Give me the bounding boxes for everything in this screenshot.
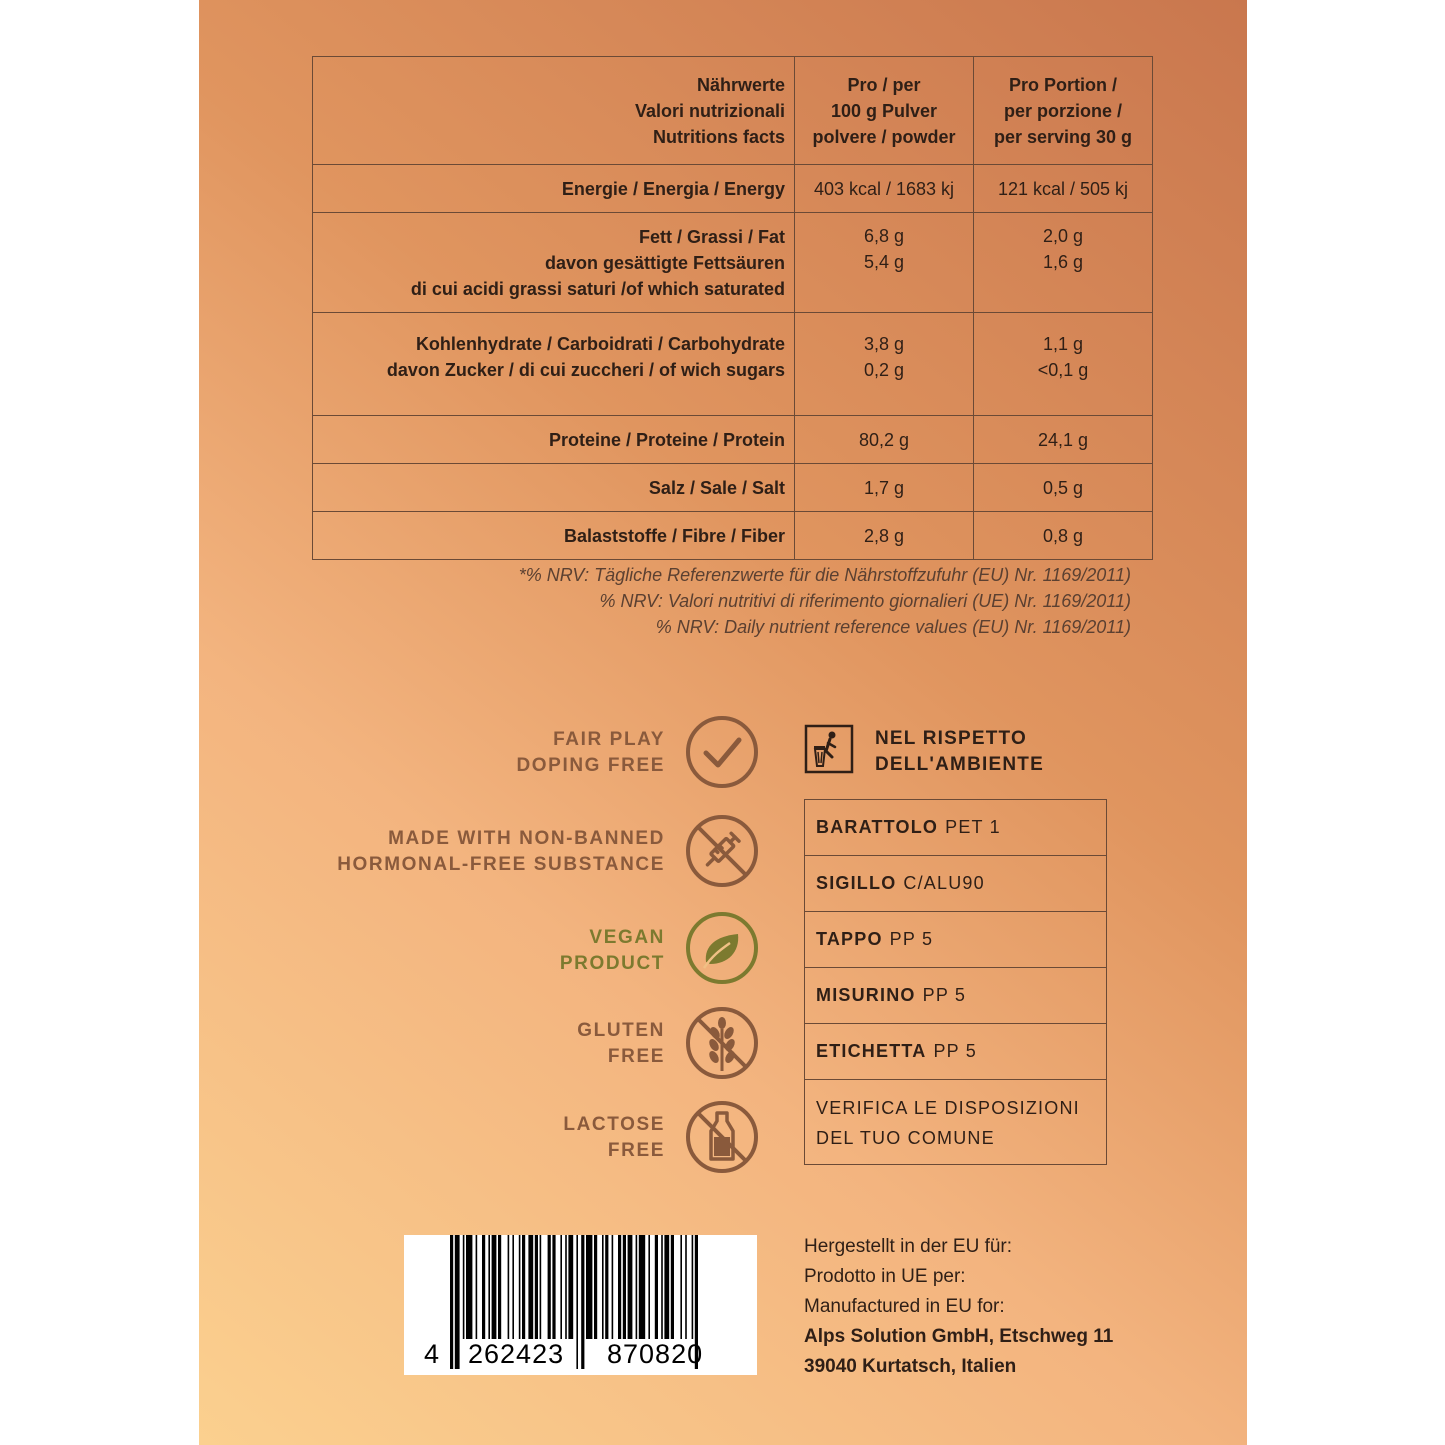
row-serving: 2,0 g 1,6 g: [974, 213, 1153, 313]
header-per100-cell: Pro / per 100 g Pulver polvere / powder: [795, 57, 974, 165]
row-energy: [313, 165, 1153, 213]
row-per100: 80,2 g: [795, 416, 974, 464]
row-protein: [313, 416, 1153, 464]
row-per100: 403 kcal / 1683 kj: [795, 165, 974, 213]
row-serving: 24,1 g: [974, 416, 1153, 464]
barcode-left-digits: 262423: [468, 1339, 565, 1369]
barcode: [404, 1235, 757, 1375]
leaf-icon: [684, 910, 760, 986]
row-per100: 2,8 g: [795, 512, 974, 560]
badge-vegan-text: VEGAN PRODUCT: [559, 927, 665, 974]
row-label: Salz / Sale / Salt: [313, 464, 795, 512]
badge-non-banned-text: MADE WITH NON-BANNED HORMONAL-FREE SUBSTANCE: [337, 828, 665, 875]
footnote-de: *% NRV: Tägliche Referenzwerte für die Nährstoffzufuhr (EU) Nr. 1169/2011): [518, 565, 1131, 585]
company-address: Alps Solution GmbH, Etschweg 11: [804, 1326, 1114, 1347]
row-serving: 121 kcal / 505 kj: [974, 165, 1153, 213]
recycling-row-jar: BARATTOLO PET 1: [805, 800, 1106, 856]
barcode-right-digits: 870820: [607, 1339, 704, 1369]
row-label: Kohlenhydrate / Carboidrati / Carbohydrate davon Zucker / di cui zuccheri / of wich sugars: [313, 313, 795, 416]
badge-fair-play-text: FAIR PLAY DOPING FREE: [516, 729, 665, 776]
row-label: Proteine / Proteine / Protein: [313, 416, 795, 464]
row-label: Balaststoffe / Fibre / Fiber: [313, 512, 795, 560]
manufacturer-info: Hergestellt in der EU für: Prodotto in UE per: Manufactured in EU for: Alps Solution GmbH, Etschweg 11 39040 Kurtatsch, Italien: [804, 1236, 1114, 1377]
row-serving: 0,5 g: [974, 464, 1153, 512]
checkmark-icon: [684, 714, 760, 790]
row-per100: 3,8 g 0,2 g: [795, 313, 974, 416]
barcode-bars: [404, 1235, 757, 1375]
recycling-note: VERIFICA LE DISPOSIZIONI DEL TUO COMUNE: [816, 1098, 1080, 1148]
row-fat: [313, 213, 1153, 313]
footnote-it: % NRV: Valori nutritivi di riferimento giornalieri (UE) Nr. 1169/2011): [599, 591, 1131, 611]
nutrition-header-row: [313, 57, 1153, 165]
nutrition-table: [312, 56, 1153, 560]
environment-title: NEL RISPETTO DELL'AMBIENTE: [875, 728, 1044, 775]
row-label: Fett / Grassi / Fat davon gesättigte Fettsäuren di cui acidi grassi saturi /of which saturated: [313, 213, 795, 313]
recycling-row-seal: SIGILLO C/ALU90: [805, 856, 1106, 912]
no-milk-icon: [684, 1099, 760, 1175]
header-label-cell: Nährwerte Valori nutrizionali Nutritions facts: [313, 57, 795, 165]
footnote-en: % NRV: Daily nutrient reference values (EU) Nr. 1169/2011): [655, 617, 1131, 637]
row-salt: [313, 464, 1153, 512]
row-carbohydrate: [313, 313, 1153, 416]
trash-bin-icon: [804, 724, 854, 774]
row-per100: 1,7 g: [795, 464, 974, 512]
no-wheat-icon: [684, 1005, 760, 1081]
product-label-panel: [199, 0, 1247, 1445]
nrv-footnotes: [519, 562, 1131, 640]
badge-gluten-free-text: GLUTEN FREE: [577, 1020, 665, 1067]
row-fiber: [313, 512, 1153, 560]
recycling-table: [804, 799, 1107, 1165]
row-serving: 0,8 g: [974, 512, 1153, 560]
barcode-lead-digit: 4: [424, 1339, 441, 1369]
badge-lactose-free-text: LACTOSE FREE: [563, 1114, 665, 1161]
row-label: Energie / Energia / Energy: [313, 165, 795, 213]
row-per100: 6,8 g 5,4 g: [795, 213, 974, 313]
recycling-row-cap: TAPPO PP 5: [805, 912, 1106, 968]
header-serving-cell: Pro Portion / per porzione / per serving 30 g: [974, 57, 1153, 165]
no-syringe-icon: [684, 813, 760, 889]
row-serving: 1,1 g <0,1 g: [974, 313, 1153, 416]
recycling-row-scoop: MISURINO PP 5: [805, 968, 1106, 1024]
recycling-row-label: ETICHETTA PP 5: [805, 1024, 1106, 1080]
